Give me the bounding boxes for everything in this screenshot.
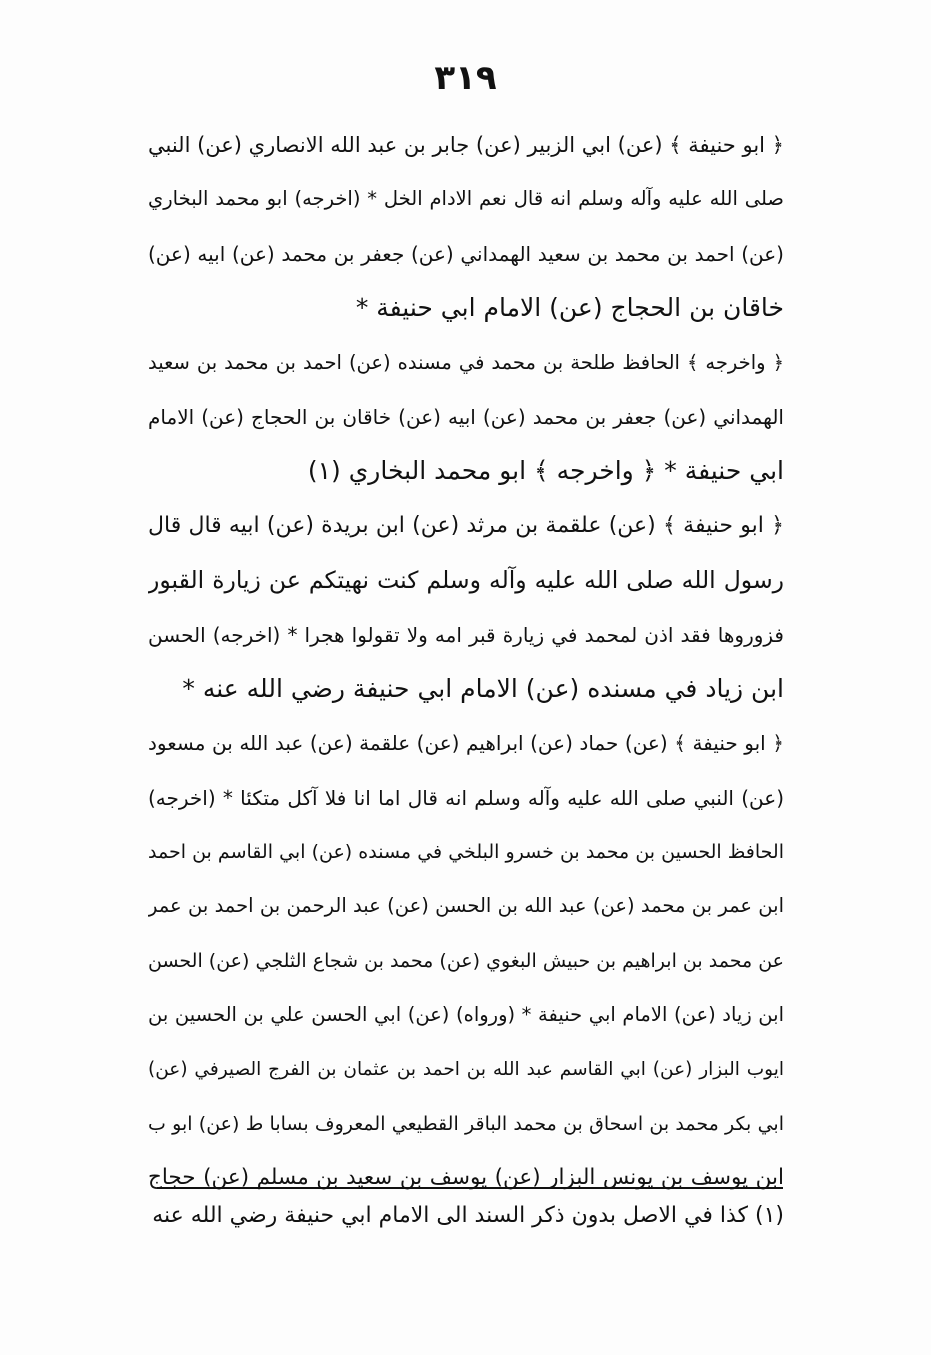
text-line: ﴿ واخرجه ﴾ الحافظ طلحة بن محمد في مسنده (عن) احمد بن محمد بن سعيد bbox=[148, 350, 784, 374]
text-line: ابن عمر بن محمد (عن) عبد الله بن الحسن (عن) عبد الرحمن بن احمد بن عمر bbox=[148, 894, 784, 918]
text-line: صلى الله عليه وآله وسلم انه قال نعم الادام الخل * (اخرجه) ابو محمد البخاري bbox=[148, 187, 784, 211]
text-line: ﴿ ابو حنيفة ﴾ (عن) حماد (عن) ابراهيم (عن) علقمة (عن) عبد الله بن مسعود bbox=[148, 731, 784, 756]
page-number: ٣١٩ bbox=[434, 58, 497, 98]
text-line: ﴿ ابو حنيفة ﴾ (عن) علقمة بن مرثد (عن) ابن بريدة (عن) ابيه قال قال bbox=[148, 512, 784, 538]
text-line: فزوروها فقد اذن لمحمد في زيارة قبر امه ولا تقولوا هجرا * (اخرجه) الحسن bbox=[148, 622, 784, 647]
text-line: الهمداني (عن) جعفر بن محمد (عن) ابيه (عن) خاقان بن الحجاج (عن) الامام bbox=[148, 404, 784, 429]
text-line: ابن زياد في مسنده (عن) الامام ابي حنيفة رضي الله عنه * bbox=[182, 673, 784, 703]
footnote-divider bbox=[157, 1187, 783, 1189]
text-line: عن محمد بن ابراهيم بن حبيش البغوي (عن) محمد بن شجاع الثلجي (عن) الحسن bbox=[148, 949, 784, 972]
text-line: ﴿ ابو حنيفة ﴾ (عن) ابي الزبير (عن) جابر بن عبد الله الانصاري (عن) النبي bbox=[148, 133, 784, 157]
body-text bbox=[148, 118, 784, 1206]
text-line: رسول الله صلى الله عليه وآله وسلم كنت نهيتكم عن زيارة القبور bbox=[148, 566, 784, 595]
text-line: ايوب البزار (عن) ابي القاسم عبد الله بن احمد بن عثمان بن الفرج الصيرفي (عن) bbox=[148, 1058, 784, 1080]
text-line: ابن زياد (عن) الامام ابي حنيفة * (ورواه) (عن) ابي الحسن علي بن الحسين بن bbox=[148, 1003, 784, 1027]
text-line: (عن) النبي صلى الله عليه وآله وسلم انه قال اما انا فلا آكل متكئا * (اخرجه) bbox=[148, 785, 784, 810]
text-line: ابي حنيفة * ﴿ واخرجه ﴾ ابو محمد البخاري (١) bbox=[307, 456, 784, 486]
text-line: (عن) احمد بن محمد بن سعيد الهمداني (عن) جعفر بن محمد (عن) ابيه (عن) bbox=[148, 241, 784, 266]
text-line: ابن يوسف بن يونس البزار (عن) يوسف بن سعيد بن مسلم (عن) حجاج bbox=[148, 1165, 784, 1191]
text-line: الحافظ الحسين بن محمد بن خسرو البلخي في مسنده (عن) ابي القاسم بن احمد bbox=[148, 841, 784, 864]
footnote: (١) كذا في الاصل بدون ذكر السند الى الامام ابي حنيفة رضي الله عنه bbox=[152, 1203, 784, 1228]
text-line: ابي بكر محمد بن اسحاق بن محمد الباقر القطيعي المعروف بسابا ط (عن) ابو ب bbox=[148, 1113, 784, 1136]
text-line: خاقان بن الحجاج (عن) الامام ابي حنيفة * bbox=[355, 293, 784, 323]
